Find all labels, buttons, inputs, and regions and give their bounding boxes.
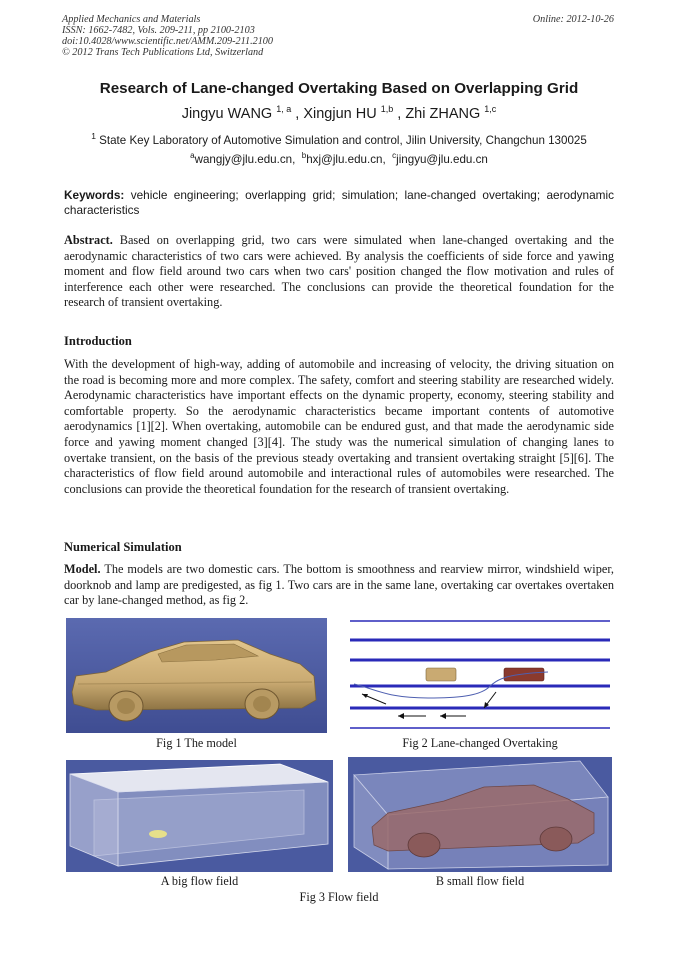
figure-1-caption: Fig 1 The model [156, 736, 237, 750]
email-sup: a [190, 151, 195, 160]
online-date: Online: 2012-10-26 [532, 14, 614, 25]
figure-2-caption: Fig 2 Lane-changed Overtaking [402, 736, 558, 750]
copyright-line: © 2012 Trans Tech Publications Ltd, Switzerland [62, 47, 264, 58]
figure-3b-caption: B small flow field [435, 874, 525, 888]
small-flow-field-render [348, 757, 612, 872]
lane-change-diagram [348, 618, 612, 733]
author-name: Jingyu WANG [181, 106, 273, 122]
email-link[interactable]: hxj@jlu.edu.cn, [306, 153, 386, 166]
model-label: Model. [64, 562, 101, 576]
issn-line: ISSN: 1662-7482, Vols. 209-211, pp 2100-2103 [62, 25, 255, 36]
journal-name: Applied Mechanics and Materials [62, 14, 201, 25]
email-link[interactable]: wangjy@jlu.edu.cn, [194, 153, 296, 166]
paper-title: Research of Lane-changed Overtaking Based on Overlapping Grid [99, 80, 579, 97]
author-emails [0, 151, 678, 166]
keywords-label: Keywords: [64, 188, 125, 202]
author-sup: 1, a [276, 104, 292, 114]
figure-3b-small-flow-field [348, 757, 612, 872]
figure-3a-caption: A big flow field [160, 874, 239, 888]
affiliation-sup: 1 [91, 131, 96, 141]
figure-2-lane-change [348, 618, 612, 733]
model-paragraph [64, 562, 614, 609]
section-heading-numerical-simulation: Numerical Simulation [64, 540, 182, 554]
abstract [64, 233, 614, 311]
section-heading-introduction: Introduction [64, 334, 132, 348]
keywords-block [64, 188, 614, 218]
big-flow-field-render [66, 760, 333, 872]
overtaking-car-icon [504, 668, 544, 681]
car-in-domain [149, 830, 167, 838]
author-list: Jingyu WANG $^{1, a}$ , Xingjun HU $^{1,b}$ , Zhi ZHANG $^{1,c}$ [181, 104, 497, 122]
model-text: The models are two domestic cars. The bottom is smoothness and rearview mirror, windshield wiper, doorknob and lamp are predigested, as fig 1. Two cars are in the same lane, overtaking car overtakes overtaken car by lane-changed method, as fig 2. [64, 562, 614, 608]
abstract-label: Abstract. [64, 233, 113, 247]
figure-1-car-model [66, 618, 327, 733]
author-name: Xingjun HU [303, 106, 377, 122]
email-sup: c [392, 151, 397, 160]
abstract-text: Based on overlapping grid, two cars were simulated when lane-changed overtaking and the aerodynamic characteristics of two cars were achieved. By analysis the coefficients of side force and yawing moment and flow field around two cars when two cars' position changed the flow motivation and rules of interference each other were researched. The conclusions can provide the theoretical foundation for the research of transient overtaking. [64, 233, 614, 310]
car-model-render [66, 618, 327, 733]
introduction-paragraph: With the development of high-way, adding of automobile and increasing of velocity, the driving situation on the road is becoming more and more complex. The safety, comfort and steering stability are researched widely. Aerodynamic characteristics have important effects on the dynamic property, economy, steering stability and comfortable property. So the aerodynamic characteristics became important contents of automotive aerodynamics [1][2]. When overtaking, automobile can be endured gust, and that made the aerodynamic side force and yawing moment changed [3][4]. The study was the numerical simulation of changing lanes to overtake transient, on the basis of the previous steady overtaking and transient overtaking straight [5][6]. The characteristics of flow field around automobile and interactional rules of automobiles were researched. The conclusions can provide the theoretical foundation for the research of transient overtaking. [64, 357, 614, 496]
affiliation-text: State Key Laboratory of Automotive Simulation and control, Jilin University, Changchun 130025 [99, 134, 587, 147]
author-name: Zhi ZHANG [405, 106, 481, 122]
email-sup: b [301, 151, 307, 160]
figure-3a-big-flow-field [66, 760, 333, 872]
email-link[interactable]: jingyu@jlu.edu.cn [396, 153, 488, 166]
author-sup: 1,c [484, 104, 497, 114]
author-sup: 1,b [380, 104, 394, 114]
doi-line[interactable]: doi:10.4028/www.scientific.net/AMM.209-211.2100 [62, 36, 273, 47]
overtaken-car-icon [426, 668, 456, 681]
keywords-text: vehicle engineering; overlapping grid; simulation; lane-changed overtaking; aerodynamic characteristics [64, 188, 614, 217]
affiliation [0, 131, 678, 147]
figure-3-caption: Fig 3 Flow field [299, 890, 379, 904]
